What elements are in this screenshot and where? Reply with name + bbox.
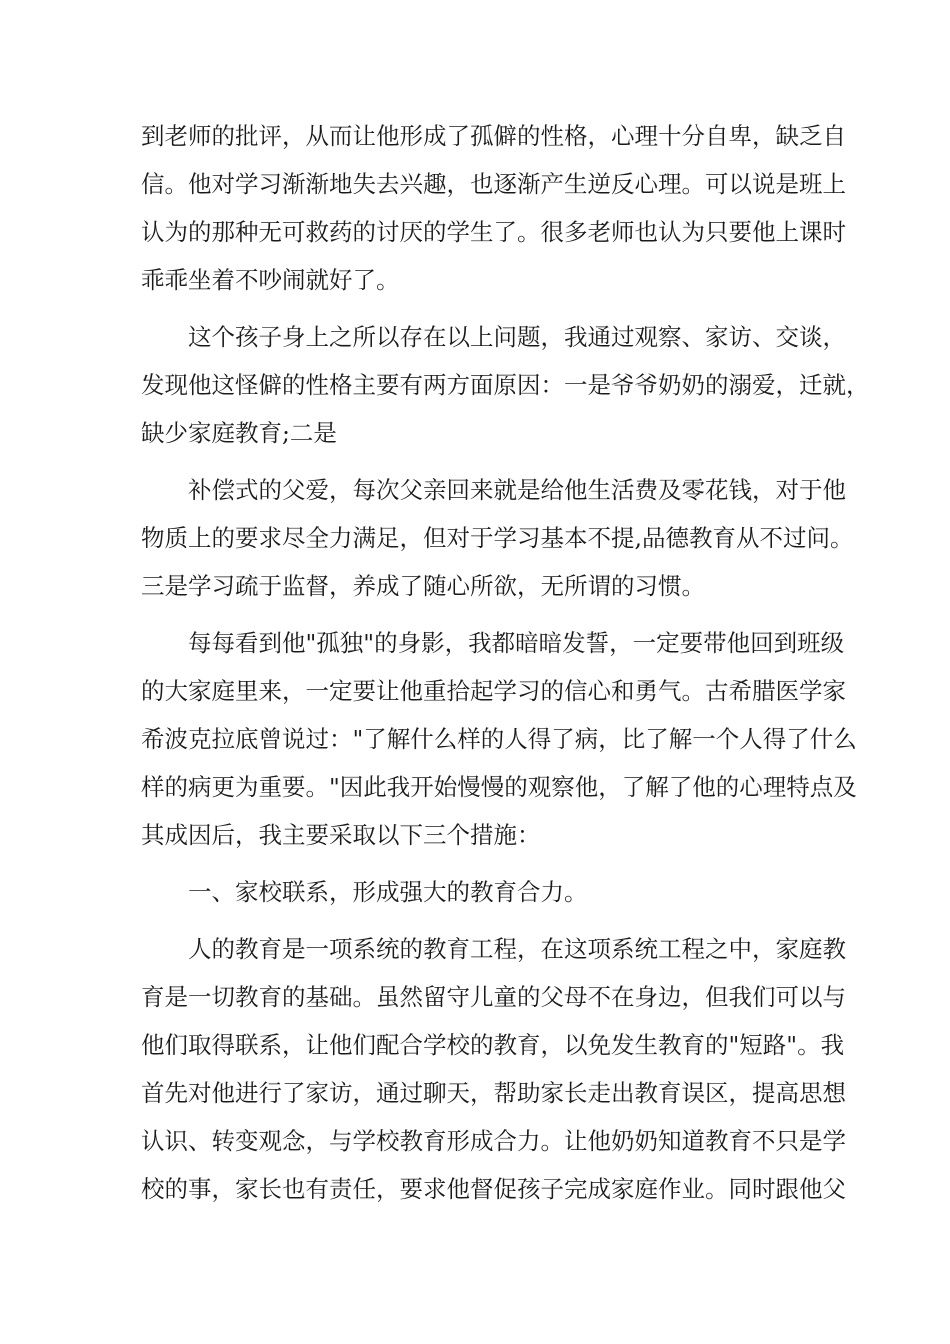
text-line: 样的病更为重要。"因此我开始慢慢的观察他，了解了他的心理特点及 xyxy=(141,773,857,801)
text-line: 乖乖坐着不吵闹就好了。 xyxy=(141,266,400,294)
text-line: 育是一切教育的基础。虽然留守儿童的父母不在身边，但我们可以与 xyxy=(141,983,846,1011)
text-line: 认识、转变观念，与学校教育形成合力。让他奶奶知道教育不只是学 xyxy=(141,1127,846,1155)
text-line: 信。他对学习渐渐地失去兴趣，也逐渐产生逆反心理。可以说是班上 xyxy=(141,170,846,198)
text-line: 物质上的要求尽全力满足，但对于学习基本不提,品德教育从不过问。 xyxy=(141,524,854,552)
text-line: 到老师的批评，从而让他形成了孤僻的性格，心理十分自卑，缺乏自 xyxy=(141,122,846,150)
paragraph-first-line: 每每看到他"孤独"的身影，我都暗暗发誓，一定要带他回到班级 xyxy=(188,629,845,657)
paragraph-first-line: 这个孩子身上之所以存在以上问题，我通过观察、家访、交谈， xyxy=(188,323,846,351)
text-line: 首先对他进行了家访，通过聊天，帮助家长走出教育误区，提高思想 xyxy=(141,1079,846,1107)
text-line: 三是学习疏于监督，养成了随心所欲，无所谓的习惯。 xyxy=(141,572,705,600)
paragraph-first-line: 人的教育是一项系统的教育工程，在这项系统工程之中，家庭教 xyxy=(188,935,846,963)
paragraph-first-line: 补偿式的父爱，每次父亲回来就是给他生活费及零花钱，对于他 xyxy=(188,476,846,504)
text-line: 发现他这怪僻的性格主要有两方面原因：一是爷爷奶奶的溺爱，迁就， xyxy=(141,371,870,399)
text-line: 希波克拉底曾说过："了解什么样的人得了病，比了解一个人得了什么 xyxy=(141,725,857,753)
text-line: 缺少家庭教育;二是 xyxy=(141,419,337,447)
section-heading: 一、家校联系，形成强大的教育合力。 xyxy=(188,878,588,906)
text-line: 他们取得联系，让他们配合学校的教育，以免发生教育的"短路"。我 xyxy=(141,1031,845,1059)
text-line: 的大家庭里来，一定要让他重拾起学习的信心和勇气。古希腊医学家 xyxy=(141,677,846,705)
text-line: 其成因后，我主要采取以下三个措施： xyxy=(141,821,541,849)
text-line: 校的事，家长也有责任，要求他督促孩子完成家庭作业。同时跟他父 xyxy=(141,1175,846,1203)
body-text xyxy=(141,112,870,1213)
text-line: 认为的那种无可救药的讨厌的学生了。很多老师也认为只要他上课时 xyxy=(141,218,846,246)
